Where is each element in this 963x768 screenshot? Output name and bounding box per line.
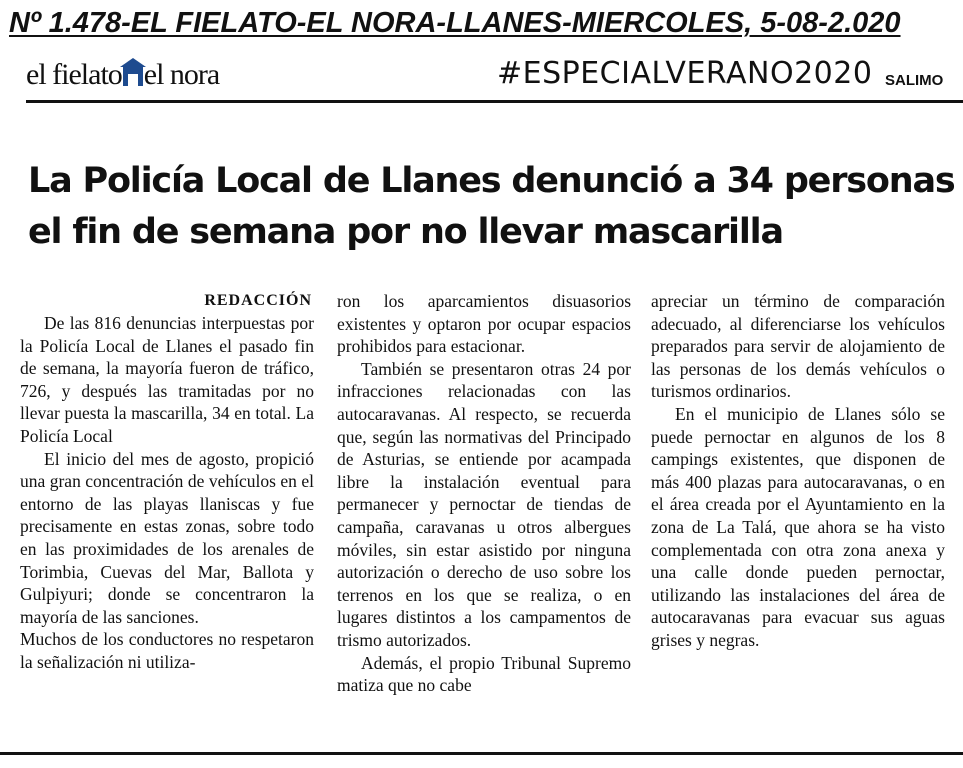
article-column-2	[337, 290, 631, 697]
paragraph: De las 816 denuncias interpuestas por la Policía Local de Llanes el pasado fin de semana, la mayoría fueron de tráfico, 726, y después las tramitadas por no llevar puesta la mascarilla, 34 en total. La Policía Local	[20, 313, 314, 446]
paragraph: El inicio del mes de agosto, propició una gran concentración de vehículos en el entorno de las playas llaniscas y fue precisamente en estas zonas, sobre todo en las proximidades de los arenales de Torimbia, Cuevas del Mar, Ballota y Gulpiyuri; donde se concentraron la mayoría de las sanciones.	[20, 448, 314, 627]
section-hashtag: #ESPECIALVERANO2020	[497, 56, 873, 91]
paragraph: apreciar un término de comparación adecuado, al diferenciarse los vehículos preparados para servir de alojamiento de las personas de los demás vehículos o turismos ordinarios.	[651, 291, 945, 402]
article-column-1	[20, 290, 314, 674]
paragraph: ron los aparcamientos disuasorios existentes y optaron por ocupar espacios prohibidos para estacionar.	[337, 291, 631, 357]
masthead	[0, 52, 963, 102]
truncated-side-word: SALIMO	[885, 72, 944, 89]
masthead-rule	[26, 100, 963, 103]
headline-line-2: el fin de semana por no llevar mascarilla	[28, 212, 783, 252]
byline: REDACCIÓN	[204, 292, 312, 309]
issue-line: Nº 1.478-EL FIELATO-EL NORA-LLANES-MIERCOLES, 5-08-2.020	[9, 7, 901, 39]
bottom-rule	[0, 752, 963, 755]
house-icon	[123, 66, 143, 86]
logo-text-left: el fielato	[26, 58, 122, 91]
headline-line-1: La Policía Local de Llanes denunció a 34 personas	[28, 161, 955, 201]
paragraph: Además, el propio Tribunal Supremo matiza que no cabe	[337, 652, 631, 696]
article-column-3	[651, 290, 945, 652]
paragraph: Muchos de los conductores no respetaron la señalización ni utiliza-	[20, 629, 314, 672]
paragraph: En el municipio de Llanes sólo se puede pernoctar en algunos de los 8 campings existentes, que disponen de más 400 plazas para autocaravanas, o en el área creada por el Ayuntamiento en la zona de La Talá, que ahora se ha visto complementada con otra zona anexa y una calle donde pueden pernoctar, utilizando las instalaciones del área de autocaravanas para evacuar sus aguas grises y negras.	[651, 403, 945, 650]
logo-text-right: el nora	[143, 58, 220, 91]
headline	[28, 156, 955, 258]
paragraph: También se presentaron otras 24 por infracciones relacionadas con las autocaravanas. Al respecto, se recuerda que, según las normativas del Principado de Asturias, se entiende por acampada libre la instalación eventual para permanecer y pernoctar de tiendas de campaña, caravanas u otros albergues móviles, sin estar asistido por ninguna autorización o derecho de uso sobre los terrenos en los que se realiza, o en lugares distintos a los campamentos de trismo autorizados.	[337, 358, 631, 650]
newspaper-logo	[26, 58, 219, 92]
